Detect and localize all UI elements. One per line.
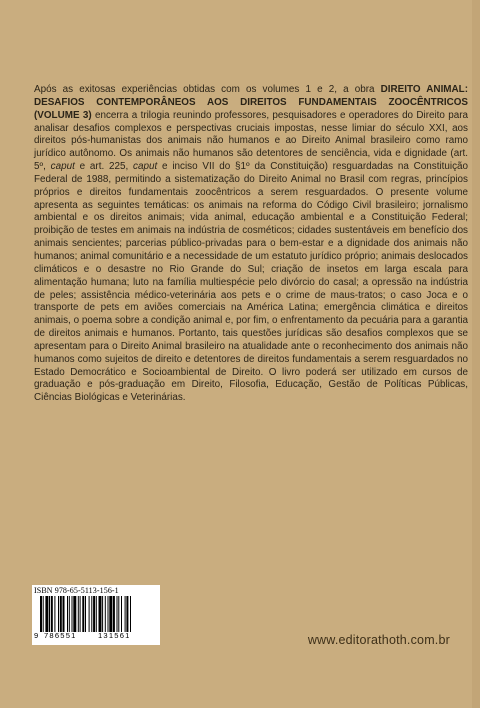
blurb-part-2: e art. 225, <box>74 161 134 173</box>
caput-term-1: caput <box>50 161 75 173</box>
back-cover-blurb <box>34 84 468 405</box>
barcode-digits-right: 131561 <box>98 631 131 640</box>
barcode-digit-first: 9 <box>34 631 39 640</box>
book-title: DIREITO ANIMAL: DESAFIOS CONTEMPORÂNEOS AOS DIREITOS FUNDAMENTAIS ZOOCÊNTRICOS (VOLUME 3) <box>34 84 468 121</box>
barcode-bars <box>40 596 156 632</box>
caput-term-2: caput <box>133 161 158 173</box>
isbn-label: ISBN 978-65-5113-156-1 <box>34 586 119 595</box>
publisher-website: www.editorathoth.com.br <box>307 633 450 647</box>
blurb-part-3: e inciso VII do §1º da Constituição) resguardadas na Constituição Federal de 1988, permitindo a sistematização do Direito Animal no Brasil com regras, princípios próprios e direitos fundamentais zoocêntricos a serem resguardados. O presente volume apresenta as seguintes temáticas: os animais na reforma do Código Civil brasileiro; jornalismo ambiental e os direitos animais; vida animal, educação ambiental e a Constituição Federal; proibição de testes em animais na indústria de cosméticos; cidades sustentáveis em benefício dos animais sencientes; parcerias público-privadas para o bem-estar e a dignidade dos animais não humanos; animal comunitário e a necessidade de um estatuto jurídico próprio; animais deslocados climáticos e o desastre no Rio Grande do Sul; criação de insetos em larga escala para alimentação humana; luto na família multiespécie pelo divórcio do casal; a opressão na indústria de peles; assistência médico-veterinária aos pets e o crime de maus-tratos; o caso Joca e o transporte de pets em aviões comerciais na América Latina; emergência climática e direitos animais, o poema sobre a condição animal e, por fim, o enfrentamento da pecuária para a garantia de direitos animais e humanos. Portanto, tais questões jurídicas são desafios complexos que se apresentam para o Direito Animal brasileiro na atualidade ante o reconhecimento dos animais não humanos como sujeitos de direito e detentores de direitos fundamentais a serem resguardados no Estado Democrático e Socioambiental de Direito. O livro poderá ser utilizado em cursos de graduação e pós-graduação em Direito, Filosofia, Educação, Gestão de Políticas Públicas, Ciências Biológicas e Veterinárias. <box>34 161 468 404</box>
isbn-barcode <box>32 585 160 645</box>
barcode-digits-left: 786551 <box>44 631 77 640</box>
blurb-part-1: encerra a trilogia reunindo professores, pesquisadores e operadores do Direito para analisar desafios complexos e perspectivas cruciais impostas, nesse limiar do século XXI, aos direitos pós-humanistas dos animais não humanos e ao Direito Animal brasileiro como ramo jurídico autônomo. Os animais não humanos são detentores de senciência, vida e dignidade (art. 5º, <box>34 109 468 173</box>
blurb-intro: Após as exitosas experiências obtidas com os volumes 1 e 2, a obra <box>34 84 381 95</box>
